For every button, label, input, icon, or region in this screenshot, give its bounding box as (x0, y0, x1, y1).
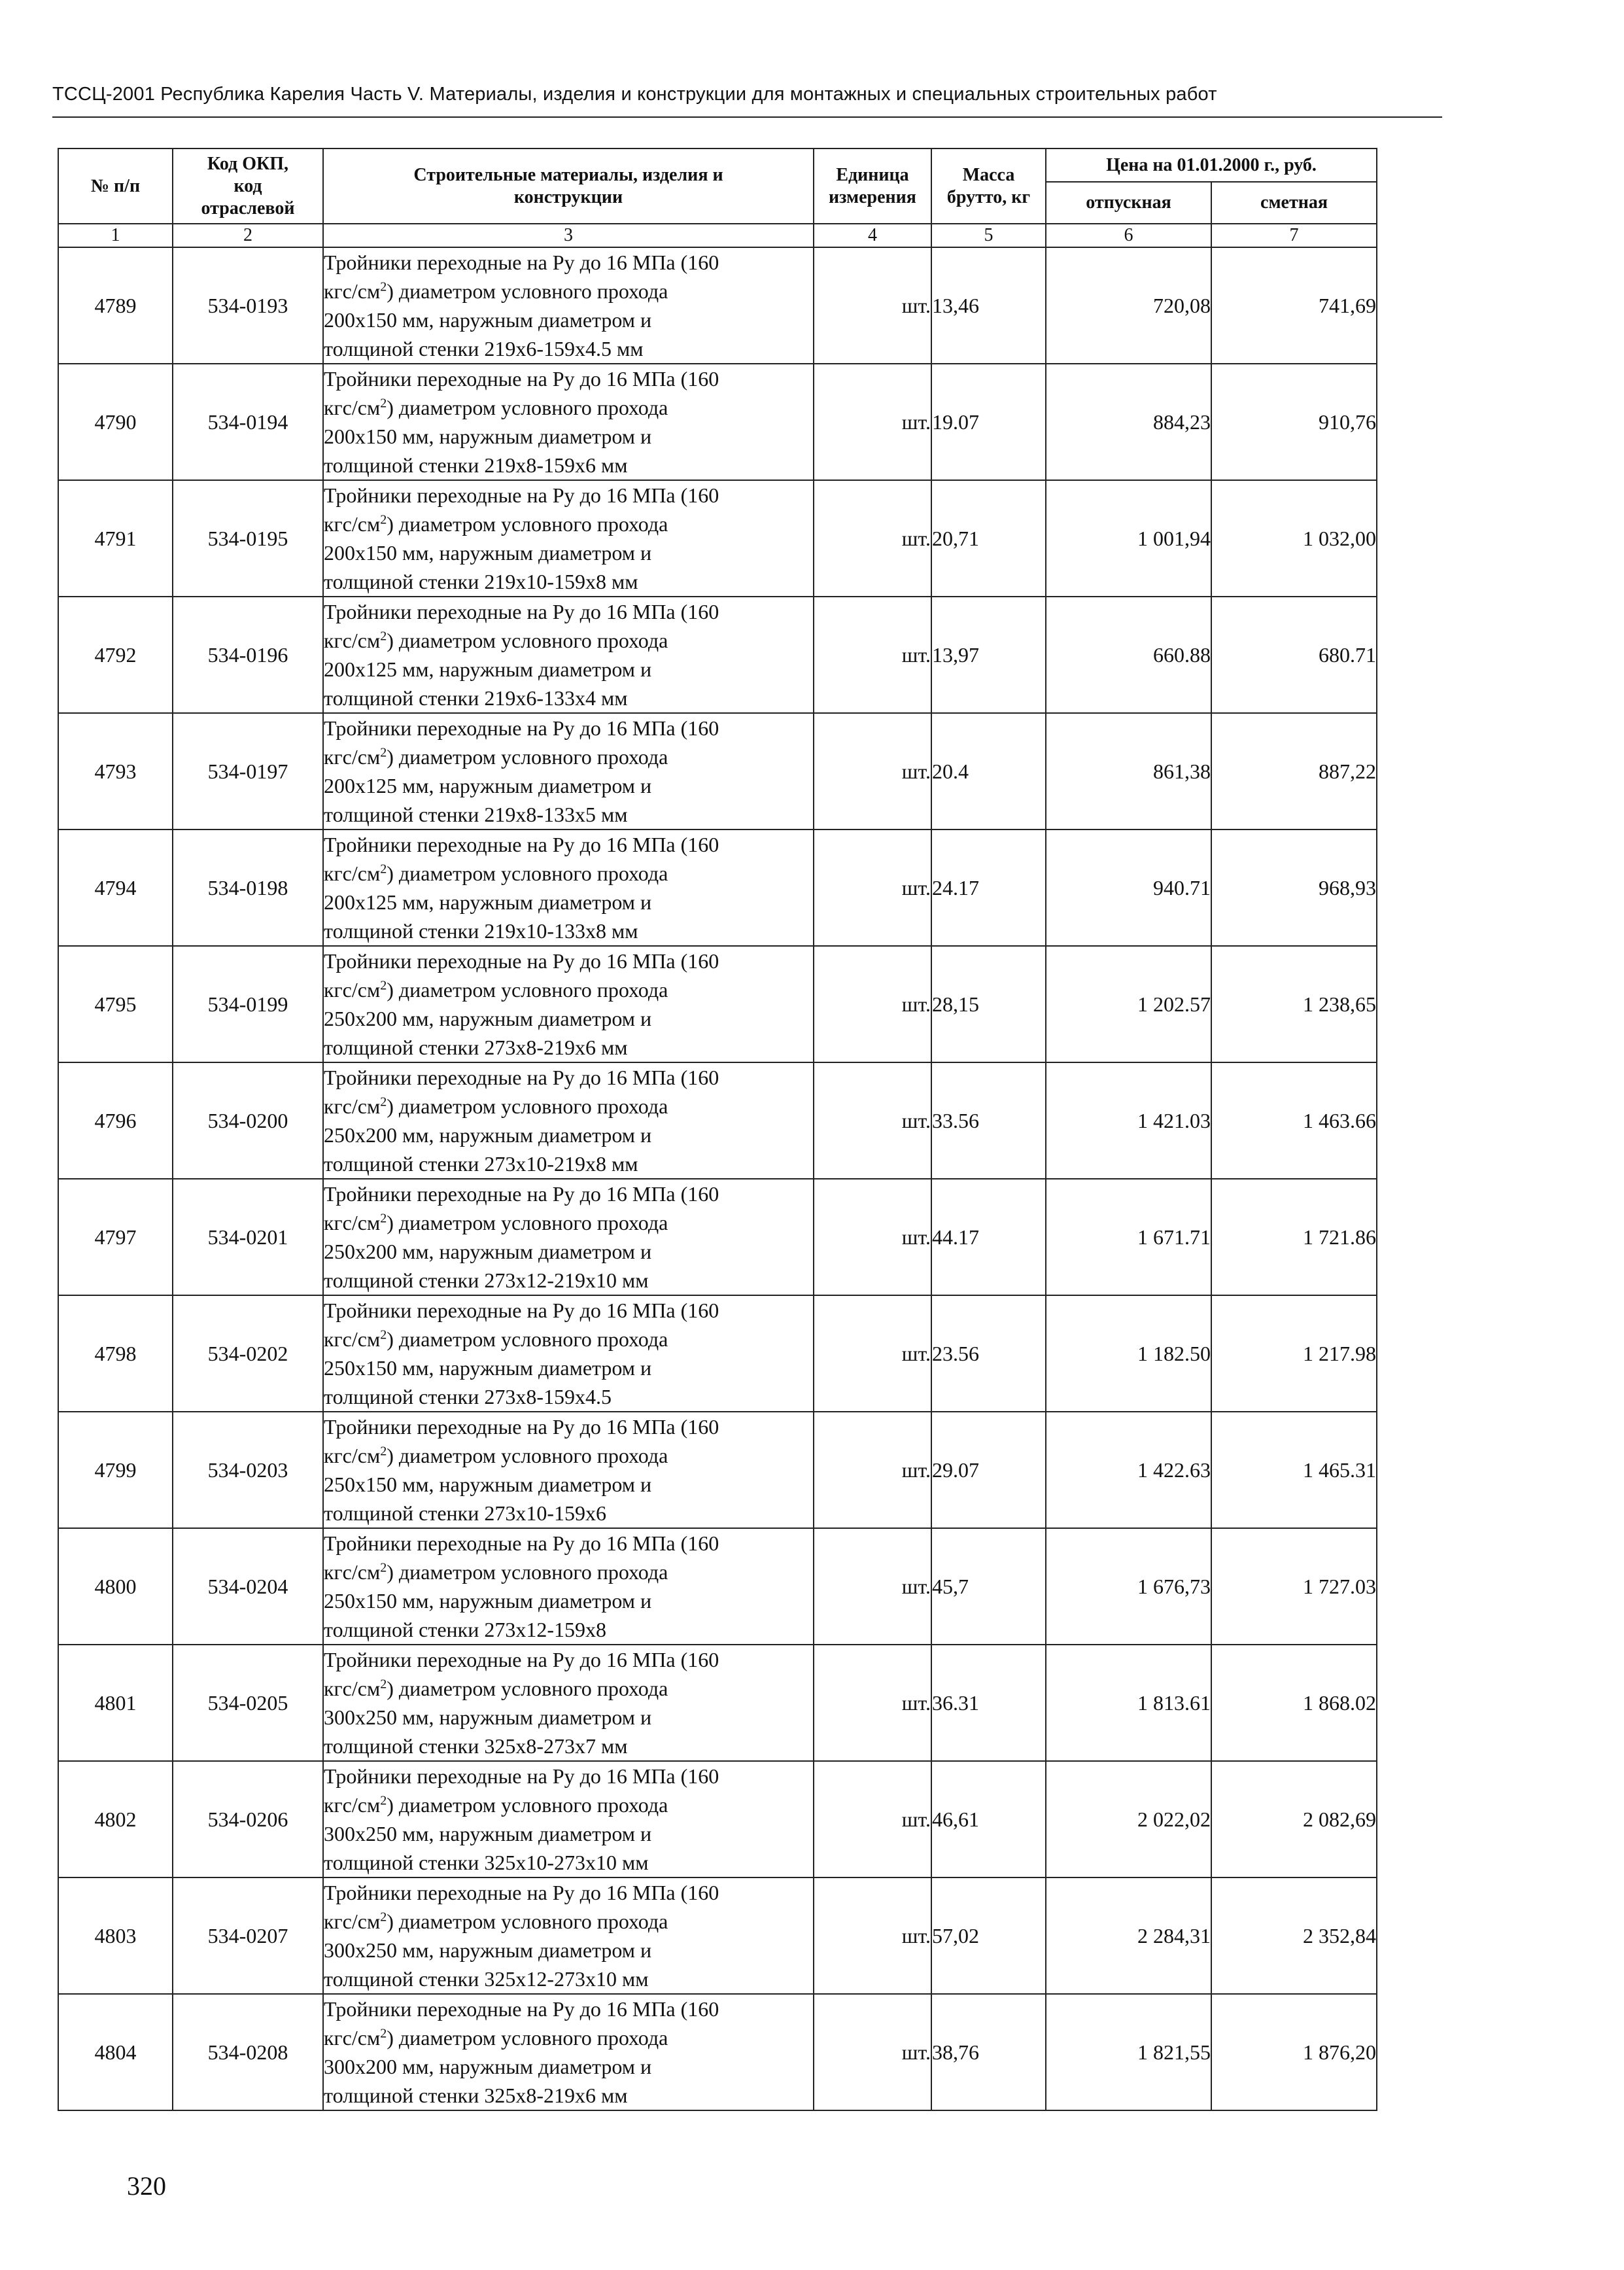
col-header-code-line1: Код ОКП, (207, 153, 289, 174)
table-row (58, 597, 1377, 713)
description-line: Тройники переходные на Ру до 16 МПа (160 (324, 1415, 719, 1439)
description-line: толщиной стенки 325х8-273х7 мм (324, 1734, 628, 1758)
description-text: ) диаметром условного прохода (387, 1094, 668, 1118)
release-price: 1 671.71 (1046, 1179, 1211, 1295)
release-price: 1 813.61 (1046, 1645, 1211, 1761)
table-row (58, 247, 1377, 364)
gross-mass: 57,02 (931, 1877, 1046, 1994)
gross-mass: 19.07 (931, 364, 1046, 480)
description-line: 200х125 мм, наружным диаметром и (324, 890, 652, 914)
unit-of-measure: шт. (814, 946, 931, 1062)
estimate-price: 1 217.98 (1211, 1295, 1377, 1412)
release-price: 884,23 (1046, 364, 1211, 480)
col-header-price-release: отпускная (1046, 182, 1211, 224)
description-line (324, 626, 813, 655)
description-line: толщиной стенки 219х8-159х6 мм (324, 453, 628, 477)
description-line: толщиной стенки 273х10-219х8 мм (324, 1152, 638, 1176)
row-number: 4798 (58, 1295, 173, 1412)
description-unit: кгс/см (324, 2026, 381, 2050)
header-rule (52, 116, 1442, 118)
estimate-price: 1 727.03 (1211, 1528, 1377, 1645)
estimate-price: 2 352,84 (1211, 1877, 1377, 1994)
description-line: 200х125 мм, наружным диаметром и (324, 774, 652, 797)
col-header-num: № п/п (58, 148, 173, 224)
row-number: 4802 (58, 1761, 173, 1877)
description-line: Тройники переходные на Ру до 16 МПа (160 (324, 1764, 719, 1788)
description-line: Тройники переходные на Ру до 16 МПа (160 (324, 483, 719, 507)
col-header-code-line2: код (233, 175, 262, 196)
description-line (324, 1208, 813, 1237)
description-line: Тройники переходные на Ру до 16 МПа (160 (324, 1182, 719, 1206)
description-line: толщиной стенки 219х6-159х4.5 мм (324, 337, 644, 360)
gross-mass: 44.17 (931, 1179, 1046, 1295)
superscript: 2 (380, 396, 387, 411)
col-header-mass (931, 148, 1046, 224)
description-line (324, 1790, 813, 1819)
description-line (324, 2023, 813, 2052)
unit-of-measure: шт. (814, 1528, 931, 1645)
superscript: 2 (380, 745, 387, 760)
material-description (323, 1761, 814, 1877)
material-description (323, 1528, 814, 1645)
description-unit: кгс/см (324, 1444, 381, 1467)
estimate-price: 2 082,69 (1211, 1761, 1377, 1877)
page-number: 320 (127, 2171, 166, 2201)
table-row (58, 1877, 1377, 1994)
description-text: ) диаметром условного прохода (387, 396, 668, 419)
gross-mass: 33.56 (931, 1062, 1046, 1179)
description-text: ) диаметром условного прохода (387, 1910, 668, 1933)
release-price: 1 421.03 (1046, 1062, 1211, 1179)
description-unit: кгс/см (324, 629, 381, 652)
description-line: толщиной стенки 325х8-219х6 мм (324, 2084, 628, 2107)
release-price: 660.88 (1046, 597, 1211, 713)
material-description (323, 1645, 814, 1761)
description-unit: кгс/см (324, 1094, 381, 1118)
okp-code: 534-0194 (173, 364, 323, 480)
superscript: 2 (380, 1094, 387, 1109)
column-number: 1 (58, 224, 173, 247)
unit-of-measure: шт. (814, 1877, 931, 1994)
unit-of-measure: шт. (814, 1645, 931, 1761)
table-row (58, 829, 1377, 946)
description-unit: кгс/см (324, 1677, 381, 1700)
description-line: Тройники переходные на Ру до 16 МПа (160 (324, 1997, 719, 2021)
description-unit: кгс/см (324, 396, 381, 419)
table-body (58, 247, 1377, 2110)
column-number: 7 (1211, 224, 1377, 247)
okp-code: 534-0200 (173, 1062, 323, 1179)
description-text: ) диаметром условного прохода (387, 279, 668, 303)
material-description (323, 1412, 814, 1528)
table-row (58, 1062, 1377, 1179)
description-line (324, 1092, 813, 1121)
okp-code: 534-0203 (173, 1412, 323, 1528)
okp-code: 534-0193 (173, 247, 323, 364)
description-line: 250х150 мм, наружным диаметром и (324, 1473, 652, 1496)
description-line (324, 742, 813, 771)
unit-of-measure: шт. (814, 829, 931, 946)
unit-of-measure: шт. (814, 1761, 931, 1877)
material-description (323, 1877, 814, 1994)
estimate-price: 741,69 (1211, 247, 1377, 364)
gross-mass: 45,7 (931, 1528, 1046, 1645)
col-header-code (173, 148, 323, 224)
gross-mass: 28,15 (931, 946, 1046, 1062)
gross-mass: 24.17 (931, 829, 1046, 946)
description-line: толщиной стенки 273х10-159х6 (324, 1501, 606, 1525)
description-line: толщиной стенки 325х12-273х10 мм (324, 1967, 649, 1991)
superscript: 2 (380, 1560, 387, 1575)
estimate-price: 680.71 (1211, 597, 1377, 713)
description-unit: кгс/см (324, 1793, 381, 1817)
column-number: 2 (173, 224, 323, 247)
description-line: 200х150 мм, наружным диаметром и (324, 541, 652, 565)
col-header-name (323, 148, 814, 224)
estimate-price: 910,76 (1211, 364, 1377, 480)
price-table (58, 148, 1377, 2111)
description-unit: кгс/см (324, 745, 381, 769)
unit-of-measure: шт. (814, 480, 931, 597)
okp-code: 534-0199 (173, 946, 323, 1062)
description-line: Тройники переходные на Ру до 16 МПа (160 (324, 251, 719, 274)
col-header-price-group: Цена на 01.01.2000 г., руб. (1046, 148, 1377, 182)
col-header-code-line3: отраслевой (201, 198, 295, 218)
table-row (58, 1179, 1377, 1295)
row-number: 4800 (58, 1528, 173, 1645)
superscript: 2 (380, 862, 387, 877)
description-line: толщиной стенки 219х6-133х4 мм (324, 686, 628, 710)
description-line (324, 393, 813, 422)
description-line: толщиной стенки 273х12-219х10 мм (324, 1268, 649, 1292)
description-line: 300х200 мм, наружным диаметром и (324, 2055, 652, 2078)
release-price: 1 676,73 (1046, 1528, 1211, 1645)
description-text: ) диаметром условного прохода (387, 1560, 668, 1584)
col-header-name-line2: конструкции (513, 186, 623, 207)
row-number: 4793 (58, 713, 173, 829)
description-line: 300х250 мм, наружным диаметром и (324, 1705, 652, 1729)
gross-mass: 13,46 (931, 247, 1046, 364)
material-description (323, 1179, 814, 1295)
superscript: 2 (380, 1793, 387, 1808)
table-row (58, 713, 1377, 829)
column-number: 4 (814, 224, 931, 247)
superscript: 2 (380, 1211, 387, 1226)
description-line: 250х150 мм, наружным диаметром и (324, 1356, 652, 1380)
row-number: 4803 (58, 1877, 173, 1994)
release-price: 1 422.63 (1046, 1412, 1211, 1528)
estimate-price: 1 465.31 (1211, 1412, 1377, 1528)
description-text: ) диаметром условного прохода (387, 978, 668, 1002)
row-number: 4796 (58, 1062, 173, 1179)
superscript: 2 (380, 978, 387, 993)
gross-mass: 46,61 (931, 1761, 1046, 1877)
table-row (58, 1528, 1377, 1645)
col-header-unit-line2: измерения (829, 186, 916, 207)
gross-mass: 20.4 (931, 713, 1046, 829)
material-description (323, 247, 814, 364)
row-number: 4791 (58, 480, 173, 597)
gross-mass: 13,97 (931, 597, 1046, 713)
table-row (58, 1412, 1377, 1528)
description-text: ) диаметром условного прохода (387, 2026, 668, 2050)
release-price: 2 284,31 (1046, 1877, 1211, 1994)
description-text: ) диаметром условного прохода (387, 512, 668, 536)
okp-code: 534-0207 (173, 1877, 323, 1994)
superscript: 2 (380, 1444, 387, 1459)
description-line: Тройники переходные на Ру до 16 МПа (160 (324, 1531, 719, 1555)
unit-of-measure: шт. (814, 1179, 931, 1295)
row-number: 4801 (58, 1645, 173, 1761)
okp-code: 534-0204 (173, 1528, 323, 1645)
description-line: 300х250 мм, наружным диаметром и (324, 1822, 652, 1845)
material-description (323, 364, 814, 480)
estimate-price: 1 876,20 (1211, 1994, 1377, 2110)
description-line: 250х200 мм, наружным диаметром и (324, 1007, 652, 1030)
superscript: 2 (380, 629, 387, 644)
description-line: Тройники переходные на Ру до 16 МПа (160 (324, 600, 719, 623)
release-price: 1 821,55 (1046, 1994, 1211, 2110)
description-line: толщиной стенки 219х10-159х8 мм (324, 570, 638, 593)
release-price: 720,08 (1046, 247, 1211, 364)
running-header: ТССЦ-2001 Республика Карелия Часть V. Материалы, изделия и конструкции для монтажных и специальных строительных работ (52, 84, 1217, 105)
col-header-mass-line1: Масса (962, 164, 1015, 185)
description-line (324, 510, 813, 538)
col-header-unit (814, 148, 931, 224)
row-number: 4789 (58, 247, 173, 364)
material-description (323, 1994, 814, 2110)
okp-code: 534-0202 (173, 1295, 323, 1412)
unit-of-measure: шт. (814, 364, 931, 480)
table-row (58, 364, 1377, 480)
description-line: Тройники переходные на Ру до 16 МПа (160 (324, 833, 719, 856)
okp-code: 534-0197 (173, 713, 323, 829)
unit-of-measure: шт. (814, 1412, 931, 1528)
estimate-price: 968,93 (1211, 829, 1377, 946)
row-number: 4797 (58, 1179, 173, 1295)
superscript: 2 (380, 1327, 387, 1342)
description-line (324, 277, 813, 306)
description-line: толщиной стенки 219х10-133х8 мм (324, 919, 638, 943)
description-line (324, 975, 813, 1004)
unit-of-measure: шт. (814, 247, 931, 364)
row-number: 4790 (58, 364, 173, 480)
description-line: Тройники переходные на Ру до 16 МПа (160 (324, 367, 719, 391)
description-line: толщиной стенки 273х12-159х8 (324, 1618, 606, 1641)
col-header-unit-line1: Единица (836, 164, 909, 185)
table-row (58, 1645, 1377, 1761)
material-description (323, 713, 814, 829)
description-line: Тройники переходные на Ру до 16 МПа (160 (324, 716, 719, 740)
row-number: 4804 (58, 1994, 173, 2110)
description-unit: кгс/см (324, 512, 381, 536)
row-number: 4794 (58, 829, 173, 946)
description-line: толщиной стенки 325х10-273х10 мм (324, 1851, 649, 1874)
col-header-mass-line2: брутто, кг (946, 186, 1031, 207)
superscript: 2 (380, 279, 387, 294)
superscript: 2 (380, 512, 387, 527)
description-line: толщиной стенки 273х8-219х6 мм (324, 1036, 628, 1059)
estimate-price: 1 721.86 (1211, 1179, 1377, 1295)
okp-code: 534-0198 (173, 829, 323, 946)
table-row (58, 1295, 1377, 1412)
estimate-price: 887,22 (1211, 713, 1377, 829)
description-line (324, 1325, 813, 1353)
release-price: 2 022,02 (1046, 1761, 1211, 1877)
gross-mass: 23.56 (931, 1295, 1046, 1412)
description-text: ) диаметром условного прохода (387, 745, 668, 769)
description-text: ) диаметром условного прохода (387, 862, 668, 885)
unit-of-measure: шт. (814, 597, 931, 713)
description-unit: кгс/см (324, 1560, 381, 1584)
release-price: 861,38 (1046, 713, 1211, 829)
description-line: Тройники переходные на Ру до 16 МПа (160 (324, 1881, 719, 1904)
description-line: Тройники переходные на Ру до 16 МПа (160 (324, 1066, 719, 1089)
description-line: 200х150 мм, наружным диаметром и (324, 308, 652, 332)
unit-of-measure: шт. (814, 1994, 931, 2110)
description-text: ) диаметром условного прохода (387, 1327, 668, 1351)
description-line: толщиной стенки 273х8-159х4.5 (324, 1385, 612, 1408)
superscript: 2 (380, 1910, 387, 1925)
okp-code: 534-0196 (173, 597, 323, 713)
estimate-price: 1 238,65 (1211, 946, 1377, 1062)
release-price: 940.71 (1046, 829, 1211, 946)
column-number: 5 (931, 224, 1046, 247)
description-text: ) диаметром условного прохода (387, 1211, 668, 1234)
column-number: 6 (1046, 224, 1211, 247)
release-price: 1 001,94 (1046, 480, 1211, 597)
description-unit: кгс/см (324, 1327, 381, 1351)
description-unit: кгс/см (324, 279, 381, 303)
release-price: 1 202.57 (1046, 946, 1211, 1062)
description-unit: кгс/см (324, 978, 381, 1002)
estimate-price: 1 463.66 (1211, 1062, 1377, 1179)
col-header-name-line1: Строительные материалы, изделия и (413, 164, 723, 185)
material-description (323, 1295, 814, 1412)
unit-of-measure: шт. (814, 1295, 931, 1412)
okp-code: 534-0208 (173, 1994, 323, 2110)
description-line: Тройники переходные на Ру до 16 МПа (160 (324, 1648, 719, 1671)
description-line: 250х200 мм, наружным диаметром и (324, 1123, 652, 1147)
description-text: ) диаметром условного прохода (387, 629, 668, 652)
okp-code: 534-0201 (173, 1179, 323, 1295)
description-line (324, 1907, 813, 1936)
description-line (324, 1674, 813, 1703)
description-line: 200х125 мм, наружным диаметром и (324, 657, 652, 681)
col-header-price-estimate: сметная (1211, 182, 1377, 224)
superscript: 2 (380, 2026, 387, 2041)
description-text: ) диаметром условного прохода (387, 1677, 668, 1700)
description-line: Тройники переходные на Ру до 16 МПа (160 (324, 949, 719, 973)
description-text: ) диаметром условного прохода (387, 1444, 668, 1467)
table-row (58, 946, 1377, 1062)
description-line (324, 859, 813, 888)
table-row (58, 480, 1377, 597)
description-line: 300х250 мм, наружным диаметром и (324, 1938, 652, 1962)
gross-mass: 36.31 (931, 1645, 1046, 1761)
description-text: ) диаметром условного прохода (387, 1793, 668, 1817)
material-description (323, 946, 814, 1062)
superscript: 2 (380, 1677, 387, 1692)
unit-of-measure: шт. (814, 713, 931, 829)
estimate-price: 1 868.02 (1211, 1645, 1377, 1761)
description-line: 250х150 мм, наружным диаметром и (324, 1589, 652, 1613)
description-line (324, 1558, 813, 1586)
unit-of-measure: шт. (814, 1062, 931, 1179)
gross-mass: 29.07 (931, 1412, 1046, 1528)
description-unit: кгс/см (324, 1910, 381, 1933)
material-description (323, 829, 814, 946)
row-number: 4795 (58, 946, 173, 1062)
description-line (324, 1441, 813, 1470)
estimate-price: 1 032,00 (1211, 480, 1377, 597)
gross-mass: 38,76 (931, 1994, 1046, 2110)
description-line: 200х150 мм, наружным диаметром и (324, 425, 652, 448)
description-unit: кгс/см (324, 862, 381, 885)
okp-code: 534-0195 (173, 480, 323, 597)
release-price: 1 182.50 (1046, 1295, 1211, 1412)
material-description (323, 597, 814, 713)
table-row (58, 1994, 1377, 2110)
description-unit: кгс/см (324, 1211, 381, 1234)
okp-code: 534-0206 (173, 1761, 323, 1877)
material-description (323, 480, 814, 597)
row-number: 4792 (58, 597, 173, 713)
column-number: 3 (323, 224, 814, 247)
row-number: 4799 (58, 1412, 173, 1528)
table-row (58, 1761, 1377, 1877)
column-number-row (58, 224, 1377, 247)
gross-mass: 20,71 (931, 480, 1046, 597)
okp-code: 534-0205 (173, 1645, 323, 1761)
description-line: Тройники переходные на Ру до 16 МПа (160 (324, 1299, 719, 1322)
material-description (323, 1062, 814, 1179)
description-line: 250х200 мм, наружным диаметром и (324, 1240, 652, 1263)
description-line: толщиной стенки 219х8-133х5 мм (324, 803, 628, 826)
